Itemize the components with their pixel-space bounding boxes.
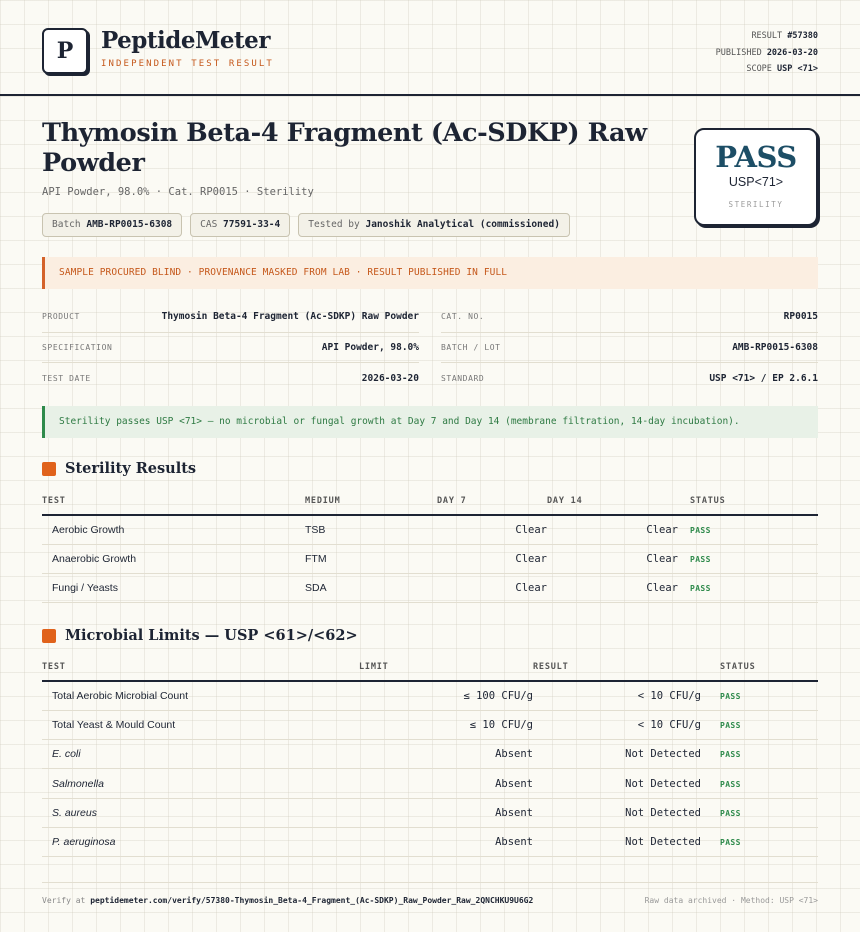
test-name: S. aureus xyxy=(42,798,359,827)
verdict-card xyxy=(694,128,818,226)
scope-value: USP <71> xyxy=(777,64,818,74)
test-name: Aerobic Growth xyxy=(42,515,305,544)
info-row-standard xyxy=(441,363,818,394)
product-title: Thymosin Beta-4 Fragment (Ac-SDKP) Raw Powder xyxy=(42,118,647,178)
archive-note: Raw data archived · Method: USP <71> xyxy=(644,896,818,905)
table-row xyxy=(42,681,818,710)
status-badge: PASS xyxy=(720,720,741,730)
day7-result: Clear xyxy=(437,574,547,603)
column-header: RESULT xyxy=(533,654,720,681)
info-grid-right xyxy=(441,302,818,394)
limit: Absent xyxy=(359,827,533,856)
section-title: Microbial Limits — USP <61>/<62> xyxy=(65,627,358,644)
info-row-cat-no xyxy=(441,302,818,333)
chip-value: AMB-RP0015-6308 xyxy=(86,219,173,230)
day7-result: Clear xyxy=(437,544,547,573)
result: Not Detected xyxy=(533,798,720,827)
column-header: STATUS xyxy=(690,488,818,515)
info-row-test-date xyxy=(42,363,419,394)
verify-label: Verify at xyxy=(42,896,86,905)
scope-label: SCOPE xyxy=(746,64,772,74)
chip-value: 77591-33-4 xyxy=(223,219,281,230)
chip-label: CAS xyxy=(200,219,218,230)
medium: FTM xyxy=(305,544,437,573)
microbial-section-heading xyxy=(42,627,358,644)
status-cell xyxy=(720,798,818,827)
info-key: PRODUCT xyxy=(42,312,80,322)
info-row-specification xyxy=(42,333,419,364)
table-row xyxy=(42,515,818,544)
product-chips xyxy=(42,213,570,237)
info-key: SPECIFICATION xyxy=(42,342,113,352)
status-cell xyxy=(720,827,818,856)
blind-sample-notice: SAMPLE PROCURED BLIND · PROVENANCE MASKED FROM LAB · RESULT PUBLISHED IN FULL xyxy=(42,257,818,289)
day14-result: Clear xyxy=(547,515,690,544)
verify-line xyxy=(42,896,533,905)
table-row xyxy=(42,574,818,603)
limit: ≤ 10 CFU/g xyxy=(359,710,533,739)
sterility-summary: Sterility passes USP <71> — no microbial or fungal growth at Day 7 and Day 14 (membrane filtration, 14-day incubation). xyxy=(42,406,818,438)
column-header: MEDIUM xyxy=(305,488,437,515)
limit: Absent xyxy=(359,769,533,798)
test-name: E. coli xyxy=(42,740,359,769)
verify-link[interactable]: peptidemeter.com/verify/57380-Thymosin_Beta-4_Fragment_(Ac-SDKP)_Raw_Powder_Raw_2QNCHKU9U6G2 xyxy=(90,896,534,905)
day14-result: Clear xyxy=(547,574,690,603)
limit: Absent xyxy=(359,798,533,827)
table-row xyxy=(42,827,818,856)
brand-tagline: INDEPENDENT TEST RESULT xyxy=(101,59,274,69)
status-badge: PASS xyxy=(720,808,741,818)
info-value: AMB-RP0015-6308 xyxy=(732,341,818,353)
cas-chip xyxy=(190,213,290,237)
day7-result: Clear xyxy=(437,515,547,544)
chip-label: Batch xyxy=(52,219,81,230)
table-row xyxy=(42,769,818,798)
page-footer xyxy=(42,882,818,918)
info-key: CAT. NO. xyxy=(441,312,485,322)
verdict-standard: USP<71> xyxy=(728,175,784,189)
test-name: Anaerobic Growth xyxy=(42,544,305,573)
table-row xyxy=(42,740,818,769)
status-cell xyxy=(690,544,818,573)
status-cell xyxy=(690,574,818,603)
page-header xyxy=(0,0,860,96)
table-header-row xyxy=(42,488,818,515)
section-marker-icon xyxy=(42,629,56,643)
status-badge: PASS xyxy=(720,779,741,789)
microbial-limits-table xyxy=(42,654,818,857)
medium: TSB xyxy=(305,515,437,544)
medium: SDA xyxy=(305,574,437,603)
info-key: STANDARD xyxy=(441,373,485,383)
column-header: TEST xyxy=(42,488,305,515)
table-row xyxy=(42,710,818,739)
product-subtitle: API Powder, 98.0% · Cat. RP0015 · Sterility xyxy=(42,186,314,198)
batch-chip xyxy=(42,213,182,237)
result: Not Detected xyxy=(533,827,720,856)
test-name: Total Aerobic Microbial Count xyxy=(42,681,359,710)
brand-logo: P xyxy=(42,28,88,74)
verdict-category: STERILITY xyxy=(728,200,784,209)
status-cell xyxy=(690,515,818,544)
status-cell xyxy=(720,710,818,739)
result-id-label: RESULT xyxy=(751,31,783,41)
status-badge: PASS xyxy=(690,584,711,594)
status-cell xyxy=(720,740,818,769)
column-header: DAY 7 xyxy=(437,488,547,515)
status-badge: PASS xyxy=(720,750,741,760)
brand-name: PeptideMeter xyxy=(101,27,270,54)
info-value: 2026-03-20 xyxy=(361,372,419,384)
info-value: API Powder, 98.0% xyxy=(321,341,419,353)
result: < 10 CFU/g xyxy=(533,710,720,739)
result: < 10 CFU/g xyxy=(533,681,720,710)
info-value: Thymosin Beta-4 Fragment (Ac-SDKP) Raw Powder xyxy=(161,311,419,323)
limit: Absent xyxy=(359,740,533,769)
result-id: #57380 xyxy=(787,31,818,41)
section-marker-icon xyxy=(42,462,56,476)
section-title: Sterility Results xyxy=(65,460,197,477)
info-row-product xyxy=(42,302,419,333)
published-label: PUBLISHED xyxy=(715,47,762,58)
info-value: RP0015 xyxy=(783,311,818,323)
column-header: LIMIT xyxy=(359,654,533,681)
table-row xyxy=(42,544,818,573)
test-name: Total Yeast & Mould Count xyxy=(42,710,359,739)
test-name: Salmonella xyxy=(42,769,359,798)
info-key: TEST DATE xyxy=(42,373,91,383)
chip-value: Janoshik Analytical (commissioned) xyxy=(365,219,560,230)
sterility-table xyxy=(42,488,818,603)
status-badge: PASS xyxy=(690,554,711,564)
table-header-row xyxy=(42,654,818,681)
table-row xyxy=(42,798,818,827)
sterility-section-heading xyxy=(42,460,196,477)
published-date: 2026-03-20 xyxy=(766,47,818,58)
status-cell xyxy=(720,681,818,710)
column-header: STATUS xyxy=(720,654,818,681)
tested-by-chip xyxy=(298,213,570,237)
result-meta xyxy=(716,28,818,78)
info-value: USP <71> / EP 2.6.1 xyxy=(709,372,818,384)
column-header: TEST xyxy=(42,654,359,681)
info-grid-left xyxy=(42,302,419,394)
info-key: BATCH / LOT xyxy=(441,342,501,352)
test-name: P. aeruginosa xyxy=(42,827,359,856)
test-name: Fungi / Yeasts xyxy=(42,574,305,603)
day14-result: Clear xyxy=(547,544,690,573)
info-row-batch xyxy=(441,333,818,364)
result: Not Detected xyxy=(533,740,720,769)
verdict-result: PASS xyxy=(715,140,797,174)
status-cell xyxy=(720,769,818,798)
column-header: DAY 14 xyxy=(547,488,690,515)
limit: ≤ 100 CFU/g xyxy=(359,681,533,710)
status-badge: PASS xyxy=(690,525,711,535)
status-badge: PASS xyxy=(720,691,741,701)
chip-label: Tested by xyxy=(308,219,360,230)
status-badge: PASS xyxy=(720,838,741,848)
result: Not Detected xyxy=(533,769,720,798)
